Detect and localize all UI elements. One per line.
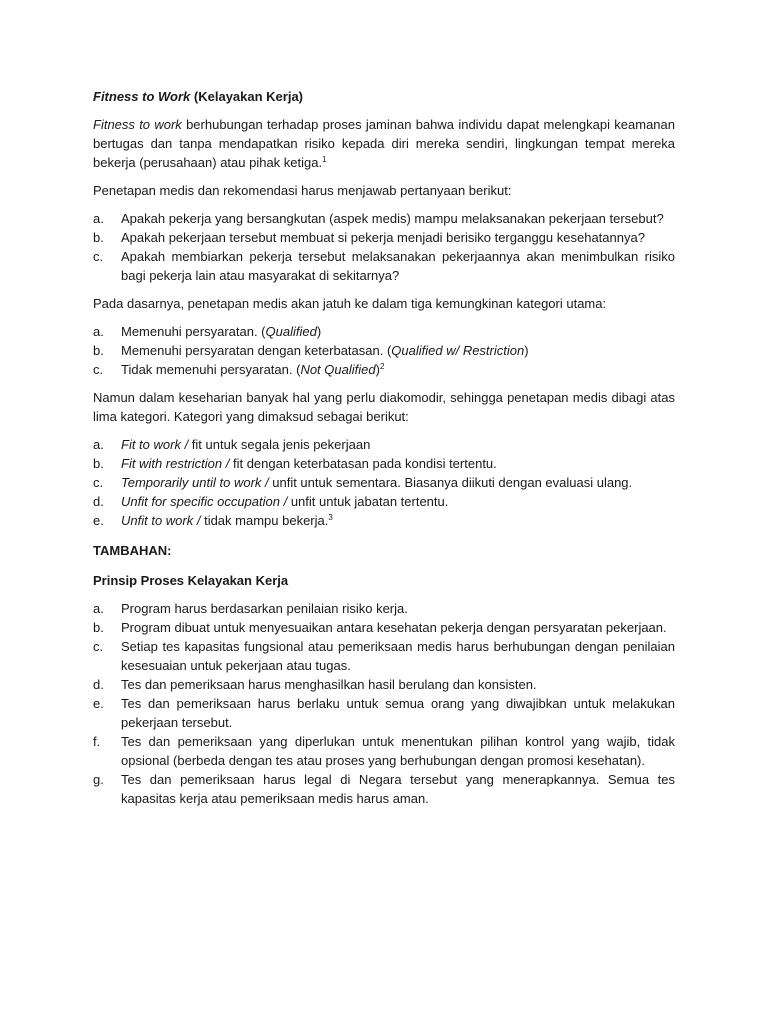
- list-item: [93, 675, 675, 694]
- list-item: [93, 511, 675, 530]
- list-marker: a.: [93, 437, 104, 452]
- list-marker: a.: [93, 601, 104, 616]
- list-item: [93, 209, 675, 228]
- list-item: [93, 435, 675, 454]
- list-item-text: Program dibuat untuk menyesuaikan antara kesehatan pekerja dengan persyaratan pekerjaan.: [121, 620, 667, 635]
- list-marker: e.: [93, 513, 104, 528]
- list-marker: a.: [93, 324, 104, 339]
- category-term: Fit to work /: [121, 437, 189, 452]
- list-marker: d.: [93, 677, 104, 692]
- category-text: Tidak memenuhi persyaratan. (: [121, 362, 301, 377]
- principles-heading: Prinsip Proses Kelayakan Kerja: [93, 573, 289, 588]
- category-term: Fit with restriction /: [121, 456, 230, 471]
- list-item: [93, 341, 675, 360]
- addition-heading: TAMBAHAN:: [93, 543, 172, 558]
- category-close: ): [375, 362, 380, 377]
- category-term: Unfit for specific occupation /: [121, 494, 288, 509]
- intro-footnote-ref: 1: [322, 155, 327, 164]
- five-category-intro: Namun dalam keseharian banyak hal yang perlu diakomodir, sehingga penetapan medis dibagi atas lima kategori. Kategori yang dimaksud sebagai berikut:: [93, 390, 675, 424]
- list-marker: c.: [93, 475, 104, 490]
- category-text: unfit untuk jabatan tertentu.: [287, 494, 449, 509]
- list-item: [93, 492, 675, 511]
- document-page: [93, 87, 675, 817]
- list-item-text: Tes dan pemeriksaan yang diperlukan untuk menentukan pilihan kontrol yang wajib, tidak opsional (berbeda dengan tes atau proses yang berhubungan dengan promosi kesehatan).: [121, 734, 675, 768]
- category-close: ): [316, 324, 322, 339]
- category-text: unfit untuk sementara. Biasanya diikuti dengan evaluasi ulang.: [268, 475, 633, 490]
- categories-list: [93, 322, 675, 379]
- list-item: [93, 618, 675, 637]
- list-marker: c.: [93, 249, 104, 264]
- list-marker: e.: [93, 696, 104, 711]
- list-item: [93, 637, 675, 675]
- list-marker: c.: [93, 362, 104, 377]
- category-term: Qualified w/ Restriction: [391, 343, 525, 358]
- list-marker: c.: [93, 639, 104, 654]
- category-text: fit dengan keterbatasan pada kondisi tertentu.: [229, 456, 497, 471]
- footnote-ref: 3: [328, 513, 333, 522]
- list-item: [93, 732, 675, 770]
- category-term: Not Qualified: [300, 362, 376, 377]
- list-item-text: Setiap tes kapasitas fungsional atau pemeriksaan medis harus berhubungan dengan penilaian kesesuaian untuk pekerjaan atau tugas.: [121, 639, 675, 673]
- five-categories-list: [93, 435, 675, 530]
- list-marker: b.: [93, 343, 104, 358]
- list-item: [93, 599, 675, 618]
- list-item-text: Tes dan pemeriksaan harus berlaku untuk semua orang yang diwajibkan untuk melakukan pekerjaan tersebut.: [121, 696, 675, 730]
- list-marker: f.: [93, 734, 101, 749]
- list-item: [93, 473, 675, 492]
- title-indonesian: (Kelayakan Kerja): [193, 89, 304, 104]
- intro-lead: Fitness to work: [93, 117, 182, 132]
- category-close: ): [524, 343, 529, 358]
- list-marker: a.: [93, 211, 104, 226]
- list-item-text: Apakah pekerjaan tersebut membuat si pekerja menjadi berisiko terganggu kesehatannya?: [121, 230, 645, 245]
- category-term: Unfit to work /: [121, 513, 201, 528]
- title-english: Fitness to Work: [93, 89, 191, 104]
- list-item-text: Tes dan pemeriksaan harus legal di Negara tersebut yang menerapkannya. Semua tes kapasitas kerja atau pemeriksaan medis harus aman.: [121, 772, 675, 806]
- list-item-text: Apakah membiarkan pekerja tersebut melaksanakan pekerjaannya akan menimbulkan risiko bagi pekerja lain atau masyarakat di sekitarnya?: [121, 249, 675, 283]
- list-item: [93, 770, 675, 808]
- principles-list: [93, 599, 675, 808]
- intro-paragraph: [93, 115, 675, 172]
- document-title: [93, 87, 675, 106]
- list-item-text: Tes dan pemeriksaan harus menghasilkan hasil berulang dan konsisten.: [121, 677, 537, 692]
- category-text: fit untuk segala jenis pekerjaan: [188, 437, 371, 452]
- list-item-text: Program harus berdasarkan penilaian risiko kerja.: [121, 601, 408, 616]
- category-term: Qualified: [265, 324, 317, 339]
- category-term: Temporarily until to work /: [121, 475, 269, 490]
- category-text: Memenuhi persyaratan. (: [121, 324, 266, 339]
- category-intro: Pada dasarnya, penetapan medis akan jatuh ke dalam tiga kemungkinan kategori utama:: [93, 296, 607, 311]
- category-text: Memenuhi persyaratan dengan keterbatasan. (: [121, 343, 392, 358]
- list-item: [93, 247, 675, 285]
- questions-list: [93, 209, 675, 285]
- footnote-ref: 2: [379, 362, 385, 371]
- list-item: [93, 454, 675, 473]
- list-marker: g.: [93, 772, 104, 787]
- category-text: tidak mampu bekerja.: [200, 513, 329, 528]
- list-item: [93, 694, 675, 732]
- list-marker: b.: [93, 620, 104, 635]
- list-marker: b.: [93, 456, 104, 471]
- list-item: [93, 228, 675, 247]
- list-marker: b.: [93, 230, 104, 245]
- list-item: [93, 322, 675, 341]
- intro-text: berhubungan terhadap proses jaminan bahwa individu dapat melengkapi keamanan bertugas dan tanpa mendapatkan risiko kepada diri mereka sendiri, lingkungan tempat mereka bekerja (perusahaan) atau pihak ketiga.: [93, 117, 675, 170]
- list-item-text: Apakah pekerja yang bersangkutan (aspek medis) mampu melaksanakan pekerjaan tersebut?: [121, 211, 664, 226]
- list-item: [93, 360, 675, 379]
- list-marker: d.: [93, 494, 104, 509]
- question-intro: Penetapan medis dan rekomendasi harus menjawab pertanyaan berikut:: [93, 183, 512, 198]
